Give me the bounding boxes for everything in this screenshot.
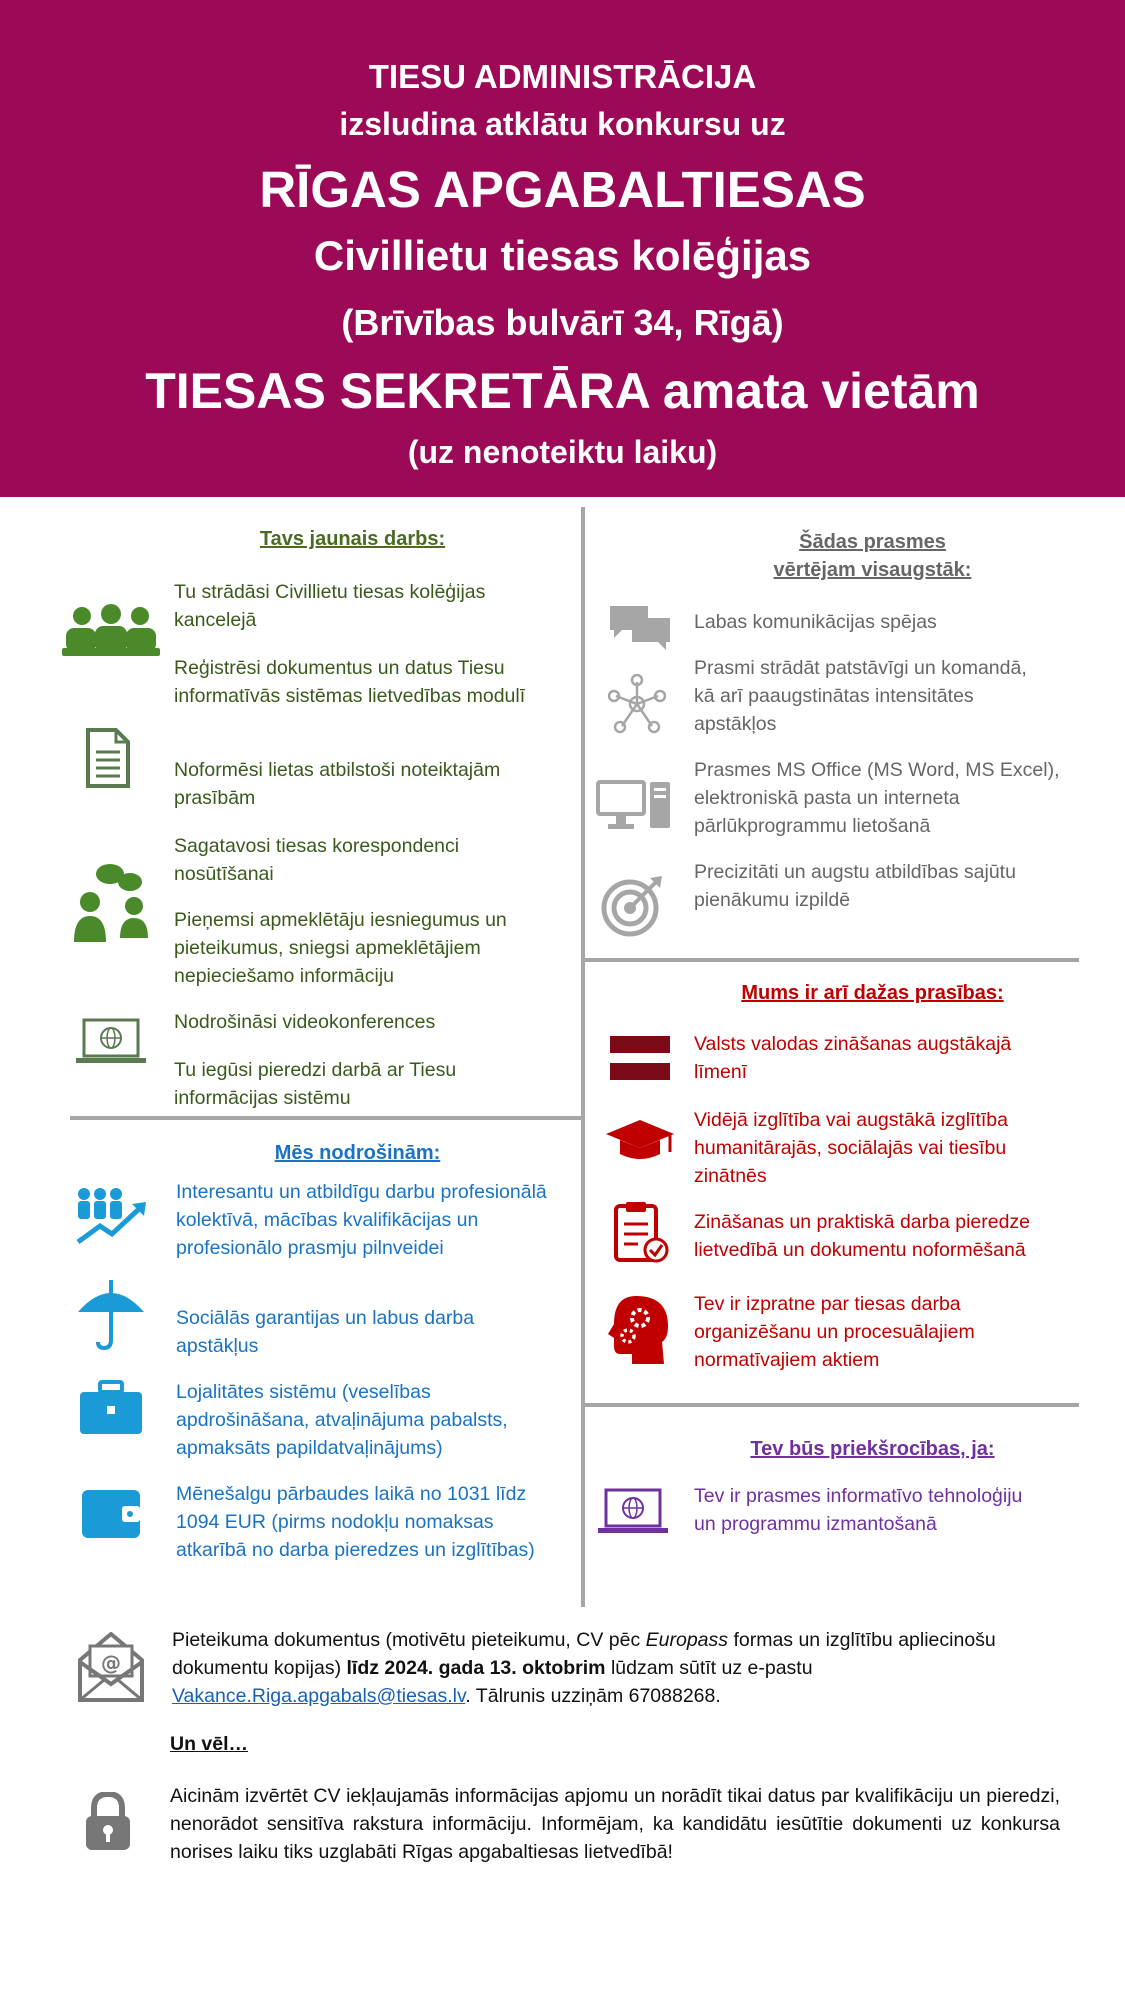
target-icon <box>600 874 666 938</box>
work-item-5: Pieņemsi apmeklētāju iesniegumus un pieteikumus, sniegsi apmeklētājiem nepieciešamo informāciju <box>174 909 507 987</box>
advantage-title: Tev būs priekšrocības, ja: <box>750 1438 995 1460</box>
network-icon <box>608 674 666 734</box>
email-icon <box>78 1632 144 1702</box>
svg-text:@: @ <box>101 1651 121 1675</box>
umbrella-icon <box>76 1278 146 1350</box>
header-line-5: (Brīvības bulvārī 34, Rīgā) <box>341 302 784 343</box>
header-line-7: (uz nenoteiktu laiku) <box>407 434 718 470</box>
graduation-cap-icon <box>604 1118 676 1166</box>
laptop-globe-purple-icon <box>596 1488 670 1536</box>
work-item-6: Nodrošināsi videokonferences <box>174 1011 436 1033</box>
team-icon <box>62 604 160 660</box>
skills-title <box>700 528 1045 584</box>
apply-part-italic: Europass <box>645 1629 729 1651</box>
work-item-7: Tu iegūsi pieredzi darbā ar Tiesu informācijas sistēmu <box>174 1059 457 1109</box>
apply-part-2: formas un izglītību apliecinošu dokumentu kopijas) <box>172 1629 996 1679</box>
chat-people-icon <box>70 862 154 946</box>
work-item-2: Reģistrēsi dokumentus un datus Tiesu informatīvās sistēmas lietvedības modulī <box>174 657 526 707</box>
divider-right-1 <box>585 958 1079 962</box>
header-line-4: Civillietu tiesas kolēģijas <box>313 232 812 279</box>
apply-part-3: lūdzam sūtīt uz e-pastu <box>605 1657 813 1679</box>
header-line-3: RĪGAS APGABALTIESAS <box>259 161 866 218</box>
chat-bubbles-icon <box>608 604 672 650</box>
offer-item-4: Mēnešalgu pārbaudes laikā no 1031 līdz 1094 EUR (pirms nodokļu nomaksas atkarībā no darba pieredzes un izglītības) <box>176 1483 535 1561</box>
apply-part-4: . Tālrunis uzziņām 67088268. <box>465 1685 721 1707</box>
divider-right-2 <box>585 1403 1079 1407</box>
email-link[interactable]: Vakance.Riga.apgabals@tiesas.lv <box>172 1685 466 1707</box>
work-item-3: Noformēsi lietas atbilstoši noteiktajām prasībām <box>174 759 501 809</box>
requirements-item-3: Zināšanas un praktiskā darba pieredze lietvedībā un dokumentu noformēšanā <box>694 1211 1031 1261</box>
work-item-1: Tu strādāsi Civillietu tiesas kolēģijas kancelejā <box>174 581 486 631</box>
skills-item-1: Labas komunikācijas spējas <box>694 611 937 633</box>
offer-item-3: Lojalitātes sistēmu (veselības apdrošināšana, atvaļinājuma pabalsts, apmaksāts papildatvaļinājums) <box>176 1381 508 1459</box>
offer-title: Mēs nodrošinām: <box>274 1142 441 1164</box>
skills-item-2: Prasmi strādāt patstāvīgi un komandā, kā arī paaugstinātas intensitātes apstākļos <box>694 657 1027 735</box>
header-banner <box>0 0 1125 497</box>
skills-title-line-2: vērtējam visaugstāk: <box>773 559 972 581</box>
more-text: Aicinām izvērtēt CV iekļaujamās informācijas apjomu un norādīt tikai datus par kvalifikāciju un pieredzi, nenorādot sensitīva rakstura informāciju. Informējam, ka kandidātu iesūtītie dokumenti uz konkursa norises laiku tiks uzglabāti Rīgas apgabaltiesas lietvedībā! <box>170 1785 1060 1863</box>
document-icon <box>84 728 132 788</box>
growth-people-icon <box>74 1186 148 1246</box>
work-title: Tavs jaunais darbs: <box>259 528 446 550</box>
apply-part-1: Pieteikuma dokumentus (motivētu pieteikumu, CV pēc <box>172 1629 646 1651</box>
computer-icon <box>596 780 672 832</box>
laptop-globe-icon <box>74 1018 148 1066</box>
skills-item-4: Precizitāti un augstu atbildības sajūtu pienākumu izpildē <box>694 861 1016 911</box>
clipboard-check-icon <box>612 1200 670 1264</box>
requirements-item-2: Vidējā izglītība vai augstākā izglītība humanitārajās, sociālajās vai tiesību zinātnēs <box>694 1109 1008 1187</box>
requirements-item-4: Tev ir izpratne par tiesas darba organizēšanu un procesuālajiem normatīvajiem aktiem <box>694 1293 975 1371</box>
header-line-2: izsludina atklātu konkursu uz <box>339 106 786 142</box>
offer-item-1: Interesantu un atbildīgu darbu profesionālā kolektīvā, mācības kvalifikācijas un profesionālo prasmju pilnveidei <box>176 1181 547 1259</box>
header-line-6: TIESAS SEKRETĀRA amata vietām <box>145 363 980 419</box>
requirements-title: Mums ir arī dažas prasības: <box>741 982 1004 1004</box>
head-gears-icon <box>606 1294 670 1366</box>
header-line-1: TIESU ADMINISTRĀCIJA <box>368 58 757 95</box>
flag-icon <box>610 1036 670 1080</box>
offer-item-2: Sociālās garantijas un labus darba apstākļus <box>176 1307 475 1357</box>
apply-text <box>172 1626 1072 1710</box>
divider-left <box>70 1116 581 1120</box>
more-title: Un vēl… <box>170 1733 249 1755</box>
briefcase-icon <box>78 1380 144 1436</box>
vertical-divider <box>581 507 585 1607</box>
lock-icon <box>84 1792 132 1852</box>
apply-deadline: līdz 2024. gada 13. oktobrim <box>346 1657 606 1679</box>
wallet-icon <box>80 1486 142 1540</box>
advantage-item-1: Tev ir prasmes informatīvo tehnoloģiju un programmu izmantošanā <box>694 1485 1023 1535</box>
work-item-4: Sagatavosi tiesas korespondenci nosūtīšanai <box>174 835 460 885</box>
skills-item-3: Prasmes MS Office (MS Word, MS Excel), elektroniskā pasta un interneta pārlūkprogrammu lietošanā <box>694 759 1060 837</box>
requirements-item-1: Valsts valodas zināšanas augstākajā līmenī <box>694 1033 1012 1083</box>
skills-title-line-1: Šādas prasmes <box>799 531 946 553</box>
